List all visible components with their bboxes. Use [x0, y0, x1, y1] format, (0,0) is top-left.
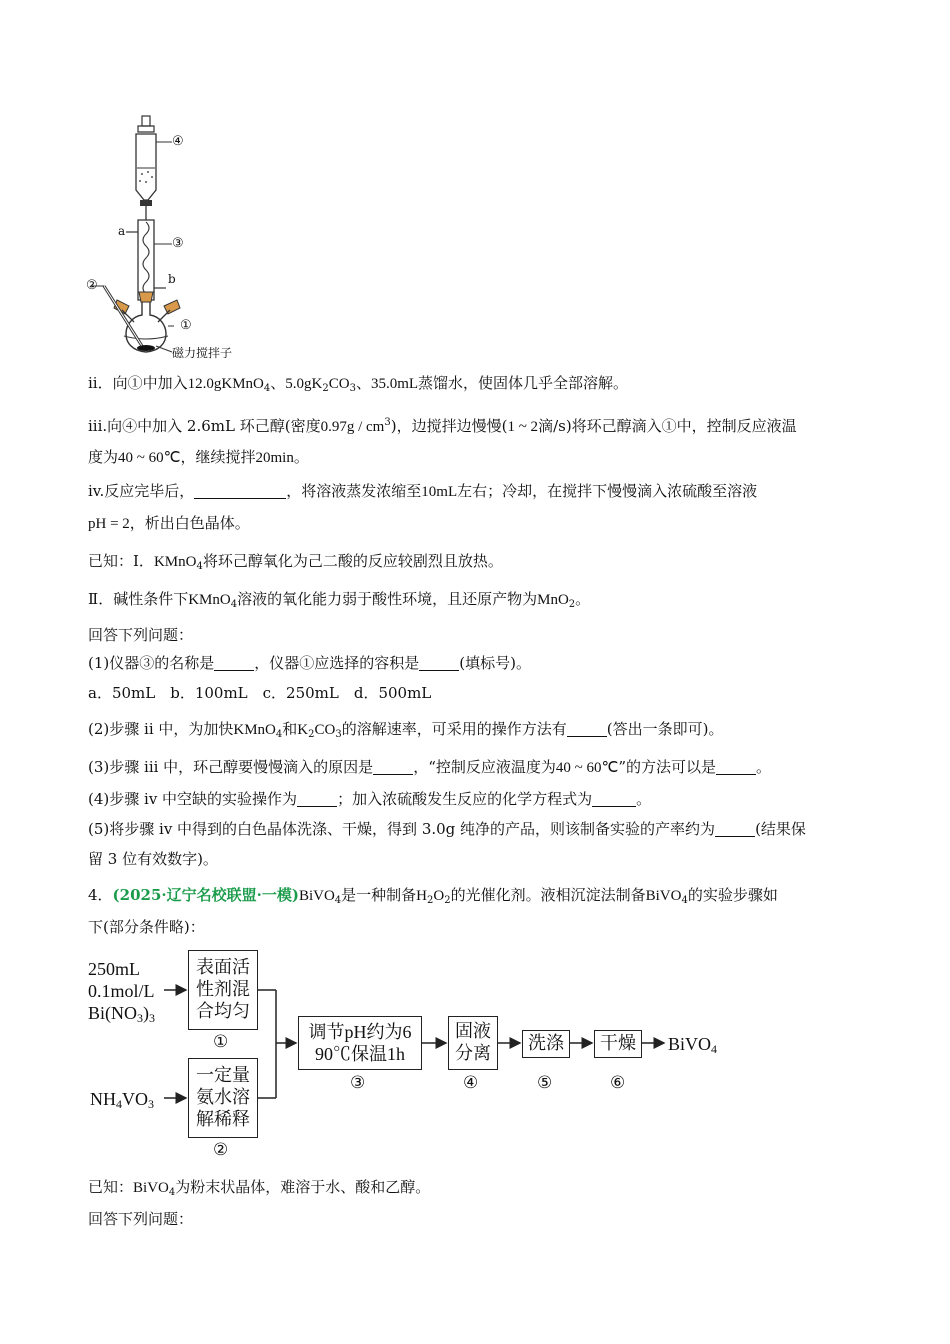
step-box-4: 固液 分离 — [448, 1016, 498, 1070]
question-1: (1)仪器③的名称是 ，仪器①应选择的容积是 (填标号)。 — [88, 654, 531, 672]
question-2: (2)步骤 ii 中，为加快KMnO$_4$和$K_2CO_3$的溶解速率，可采用的操作方法有 (答出一条即可)。 — [88, 720, 724, 740]
apparatus-label-4: ④ — [172, 134, 184, 149]
step-box-2: 一定量 氨水溶 解稀释 — [188, 1058, 258, 1138]
question-4: (4)步骤 iv 中空缺的实验操作为 ；加入浓硫酸发生反应的化学方程式为 。 — [88, 790, 652, 808]
step-ii: ii．向①中加入12.0gKMnO$_4$、$5.0gK_2CO_3$、35.0mL蒸馏水，使固体几乎全部溶解。 — [88, 374, 629, 394]
step-iv-line1: iv.反应完毕后， ，将溶液蒸发浓缩至10mL左右；冷却，在搅拌下慢慢滴入浓硫酸至溶液 — [88, 482, 758, 500]
step-number-1: ① — [213, 1032, 229, 1052]
step-iii-line1: iii.向④中加入 2.6mL 环己醇(密度$0.97g / cm^3$)，边搅拌边慢慢(1 ~ 2滴/s)将环己醇滴入①中，控制反应液温 — [88, 417, 797, 435]
problem-4-line2: 下(部分条件略)： — [88, 918, 205, 936]
step-iv-line2: pH = 2，析出白色晶体。 — [88, 514, 250, 532]
step-box-6: 干燥 — [594, 1030, 642, 1058]
step-iii-line2: 度为40 ~ 60℃，继续搅拌20min。 — [88, 448, 309, 466]
apparatus-label-1: ① — [180, 318, 192, 333]
apparatus-label-3: ③ — [172, 236, 184, 251]
apparatus-label-b: b — [168, 272, 176, 286]
questions-intro: 回答下列问题： — [88, 626, 194, 644]
step-box-3: 调节pH约为6 90℃保温1h — [298, 1016, 422, 1070]
apparatus-label-a: a — [118, 224, 126, 238]
question-1-options: a．50mL b．100mL c．250mL d．500mL — [88, 684, 432, 702]
footer-intro: 回答下列问题： — [88, 1210, 194, 1228]
apparatus-label-2: ② — [86, 278, 98, 293]
step-number-6: ⑥ — [610, 1073, 626, 1093]
apparatus-caption: 磁力搅拌子 — [172, 346, 233, 360]
known-2: Ⅱ．碱性条件下KMnO$_4$溶液的氧化能力弱于酸性环境，且还原产物为MnO$_2$。 — [88, 590, 591, 610]
step-number-5: ⑤ — [537, 1073, 553, 1093]
known-1: 已知：Ⅰ．KMnO$_4$将环己醇氧化为己二酸的反应较剧烈且放热。 — [88, 552, 503, 572]
step-box-1: 表面活 性剂混 合均匀 — [188, 950, 258, 1030]
question-5-line2: 留 3 位有效数字)。 — [88, 850, 218, 868]
step-number-2: ② — [213, 1140, 229, 1160]
step-box-5: 洗涤 — [522, 1030, 570, 1058]
input-nh4vo3: $NH_4VO_3$ — [90, 1089, 154, 1111]
question-3: (3)步骤 iii 中，环己醇要慢慢滴入的原因是 ，“控制反应液温度为40 ~ 60℃”的方法可以是 。 — [88, 758, 772, 776]
problem-source: (2025·辽宁名校联盟·一模) — [112, 886, 299, 904]
step-number-3: ③ — [350, 1073, 366, 1093]
input-bi-nitrate: 250mL 0.1mol/L $Bi(NO_3)_3$ — [88, 959, 155, 1025]
output-bivo4: BiVO$_4$ — [668, 1034, 718, 1056]
question-5-line1: (5)将步骤 iv 中得到的白色晶体洗涤、干燥，得到 3.0g 纯净的产品，则该制备实验的产率约为 (结果保 — [88, 820, 806, 838]
footer-known: 已知：BiVO$_4$为粉末状晶体，难溶于水、酸和乙醇。 — [88, 1178, 431, 1198]
problem-4-line1: 4．(2025·辽宁名校联盟·一模)BiVO$_4$是一种制备$H_2O_2$的光催化剂。液相沉淀法制备BiVO$_4$的实验步骤如 — [88, 886, 778, 906]
step-number-4: ④ — [463, 1073, 479, 1093]
